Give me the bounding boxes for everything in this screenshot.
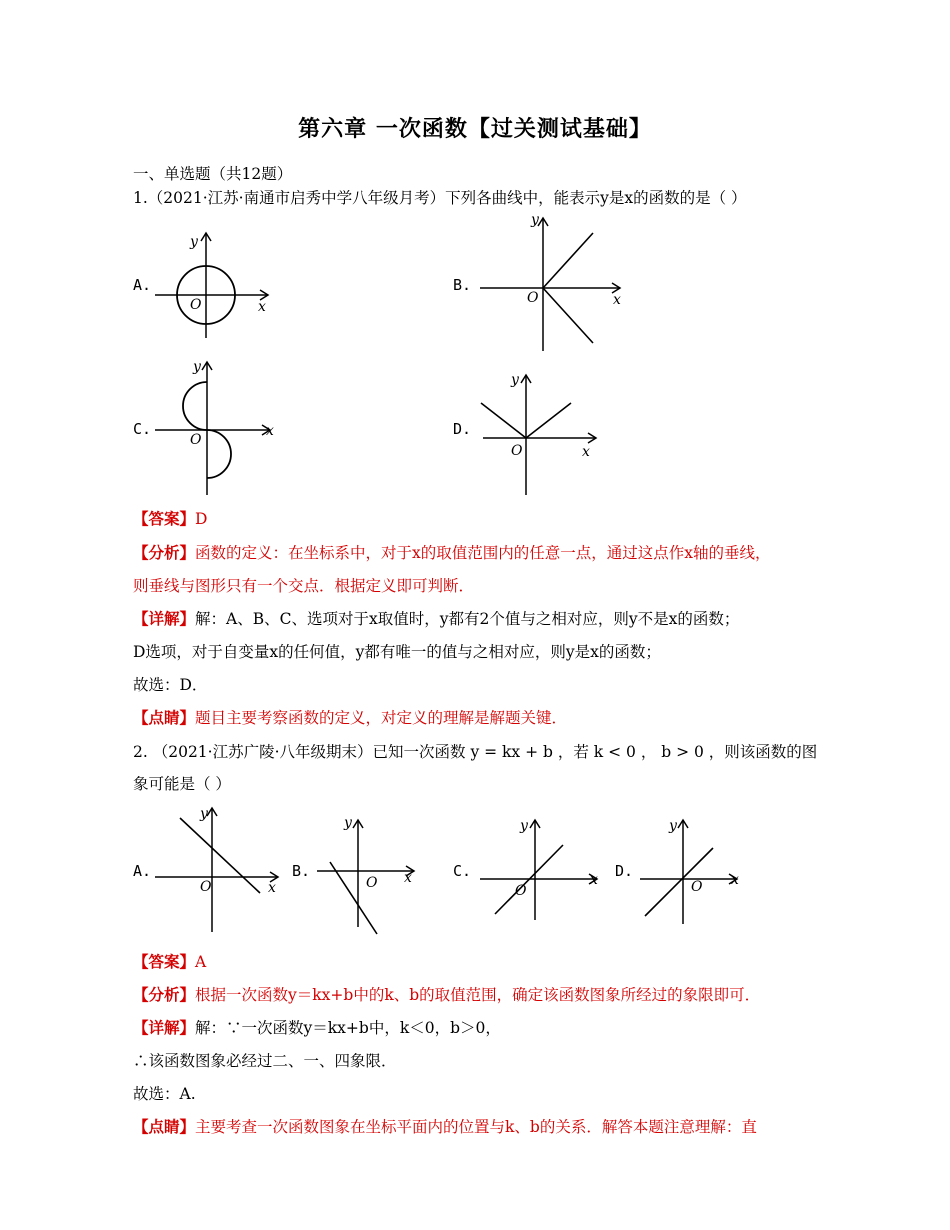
q2-graph-c	[475, 812, 605, 922]
y-axis-label: y	[190, 234, 198, 250]
q1-detail-line-1	[133, 607, 739, 629]
q1-detail-line-2: D选项，对于自变量x的任何值，y都有唯一的值与之相对应，则y是x的函数；	[133, 643, 661, 661]
q1-graph-b	[475, 208, 635, 353]
origin-label: O	[200, 879, 212, 895]
comment-tag: 【点睛】	[133, 708, 196, 727]
x-axis-label: x	[590, 872, 598, 888]
origin-label: O	[515, 883, 527, 899]
origin-label: O	[527, 290, 539, 306]
q2-stem-line-2: 象可能是（ ）	[133, 775, 231, 793]
q1-answer	[133, 507, 207, 529]
comment-text: 题目主要考察函数的定义，对定义的理解是解题关键．	[195, 709, 568, 727]
q1-option-d-label: D.	[453, 420, 472, 438]
detail-tag: 【详解】	[133, 1018, 196, 1037]
q2-graph-a	[150, 800, 285, 935]
q2-option-d-label: D.	[615, 862, 634, 880]
q2-option-b-label: B.	[292, 862, 311, 880]
y-axis-label: y	[511, 372, 519, 388]
q2-analysis	[133, 983, 760, 1005]
q2-option-a-label: A.	[133, 862, 152, 880]
y-axis-label: y	[344, 815, 352, 831]
origin-label: O	[366, 875, 378, 891]
q2-detail-line-3: 故选：A.	[133, 1085, 196, 1103]
analysis-text: 根据一次函数y＝kx+b中的k、b的取值范围，确定该函数图象所经过的象限即可．	[195, 986, 761, 1004]
answer-value: D	[195, 510, 208, 528]
q1-graph-c	[150, 357, 280, 497]
x-axis-label: x	[266, 423, 274, 439]
y-axis-label: y	[669, 818, 677, 834]
q1-detail-line-3: 故选：D．	[133, 676, 208, 694]
origin-label: O	[511, 443, 523, 459]
section-heading: 一、单选题（共12题）	[133, 165, 293, 183]
q1-graph-d	[478, 370, 608, 500]
q2-comment	[133, 1115, 757, 1137]
q2-graph-b	[312, 812, 422, 942]
answer-value: A	[195, 953, 207, 971]
q2-graph-d	[635, 812, 755, 932]
y-axis-label: y	[193, 359, 201, 375]
q1-graph-a	[150, 228, 280, 348]
x-axis-label: x	[731, 872, 739, 888]
analysis-tag: 【分析】	[133, 543, 196, 562]
q2-answer	[133, 950, 206, 972]
q2-option-c-label: C.	[453, 862, 472, 880]
x-axis-label: x	[268, 880, 276, 896]
q1-analysis-line-2: 则垂线与图形只有一个交点．根据定义即可判断．	[133, 577, 475, 595]
x-axis-label: x	[582, 444, 590, 460]
origin-label: O	[190, 432, 202, 448]
q2-detail-line-2: ∴该函数图象必经过二、一、四象限．	[133, 1052, 397, 1070]
x-axis-label: x	[404, 870, 412, 886]
answer-tag: 【答案】	[133, 509, 196, 528]
q1-option-c-label: C.	[133, 420, 152, 438]
origin-label: O	[691, 879, 703, 895]
q1-comment	[133, 706, 567, 728]
q1-option-a-label: A.	[133, 276, 152, 294]
analysis-tag: 【分析】	[133, 985, 196, 1004]
comment-tag: 【点睛】	[133, 1117, 196, 1136]
detail-tag: 【详解】	[133, 609, 196, 628]
y-axis-label: y	[520, 818, 528, 834]
x-axis-label: x	[258, 299, 266, 315]
q1-option-b-label: B.	[453, 276, 472, 294]
answer-tag: 【答案】	[133, 952, 196, 971]
x-axis-label: x	[613, 292, 621, 308]
q2-stem-line-1: 2. （2021·江苏广陵·八年级期末）已知一次函数 y = kx + b ，若 k < 0 ， b > 0 ，则该函数的图	[133, 743, 818, 761]
y-axis-label: y	[200, 806, 208, 822]
q1-analysis-line-1	[133, 541, 771, 563]
detail-text: 解：A、B、C、选项对于x取值时，y都有2个值与之相对应，则y不是x的函数；	[195, 610, 740, 628]
comment-text: 主要考查一次函数图象在坐标平面内的位置与k、b的关系．解答本题注意理解：直	[195, 1118, 757, 1136]
page-title: 第六章 一次函数【过关测试基础】	[298, 116, 652, 142]
q2-detail-line-1	[133, 1016, 501, 1038]
q1-stem: 1.（2021·江苏·南通市启秀中学八年级月考）下列各曲线中，能表示y是x的函数的是（ ）	[133, 189, 747, 207]
detail-text: 解：∵一次函数y＝kx+b中，k＜0，b＞0，	[195, 1019, 501, 1037]
y-axis-label: y	[531, 212, 539, 228]
origin-label: O	[190, 297, 202, 313]
analysis-text: 函数的定义：在坐标系中，对于x的取值范围内的任意一点，通过这点作x轴的垂线，	[195, 544, 771, 562]
